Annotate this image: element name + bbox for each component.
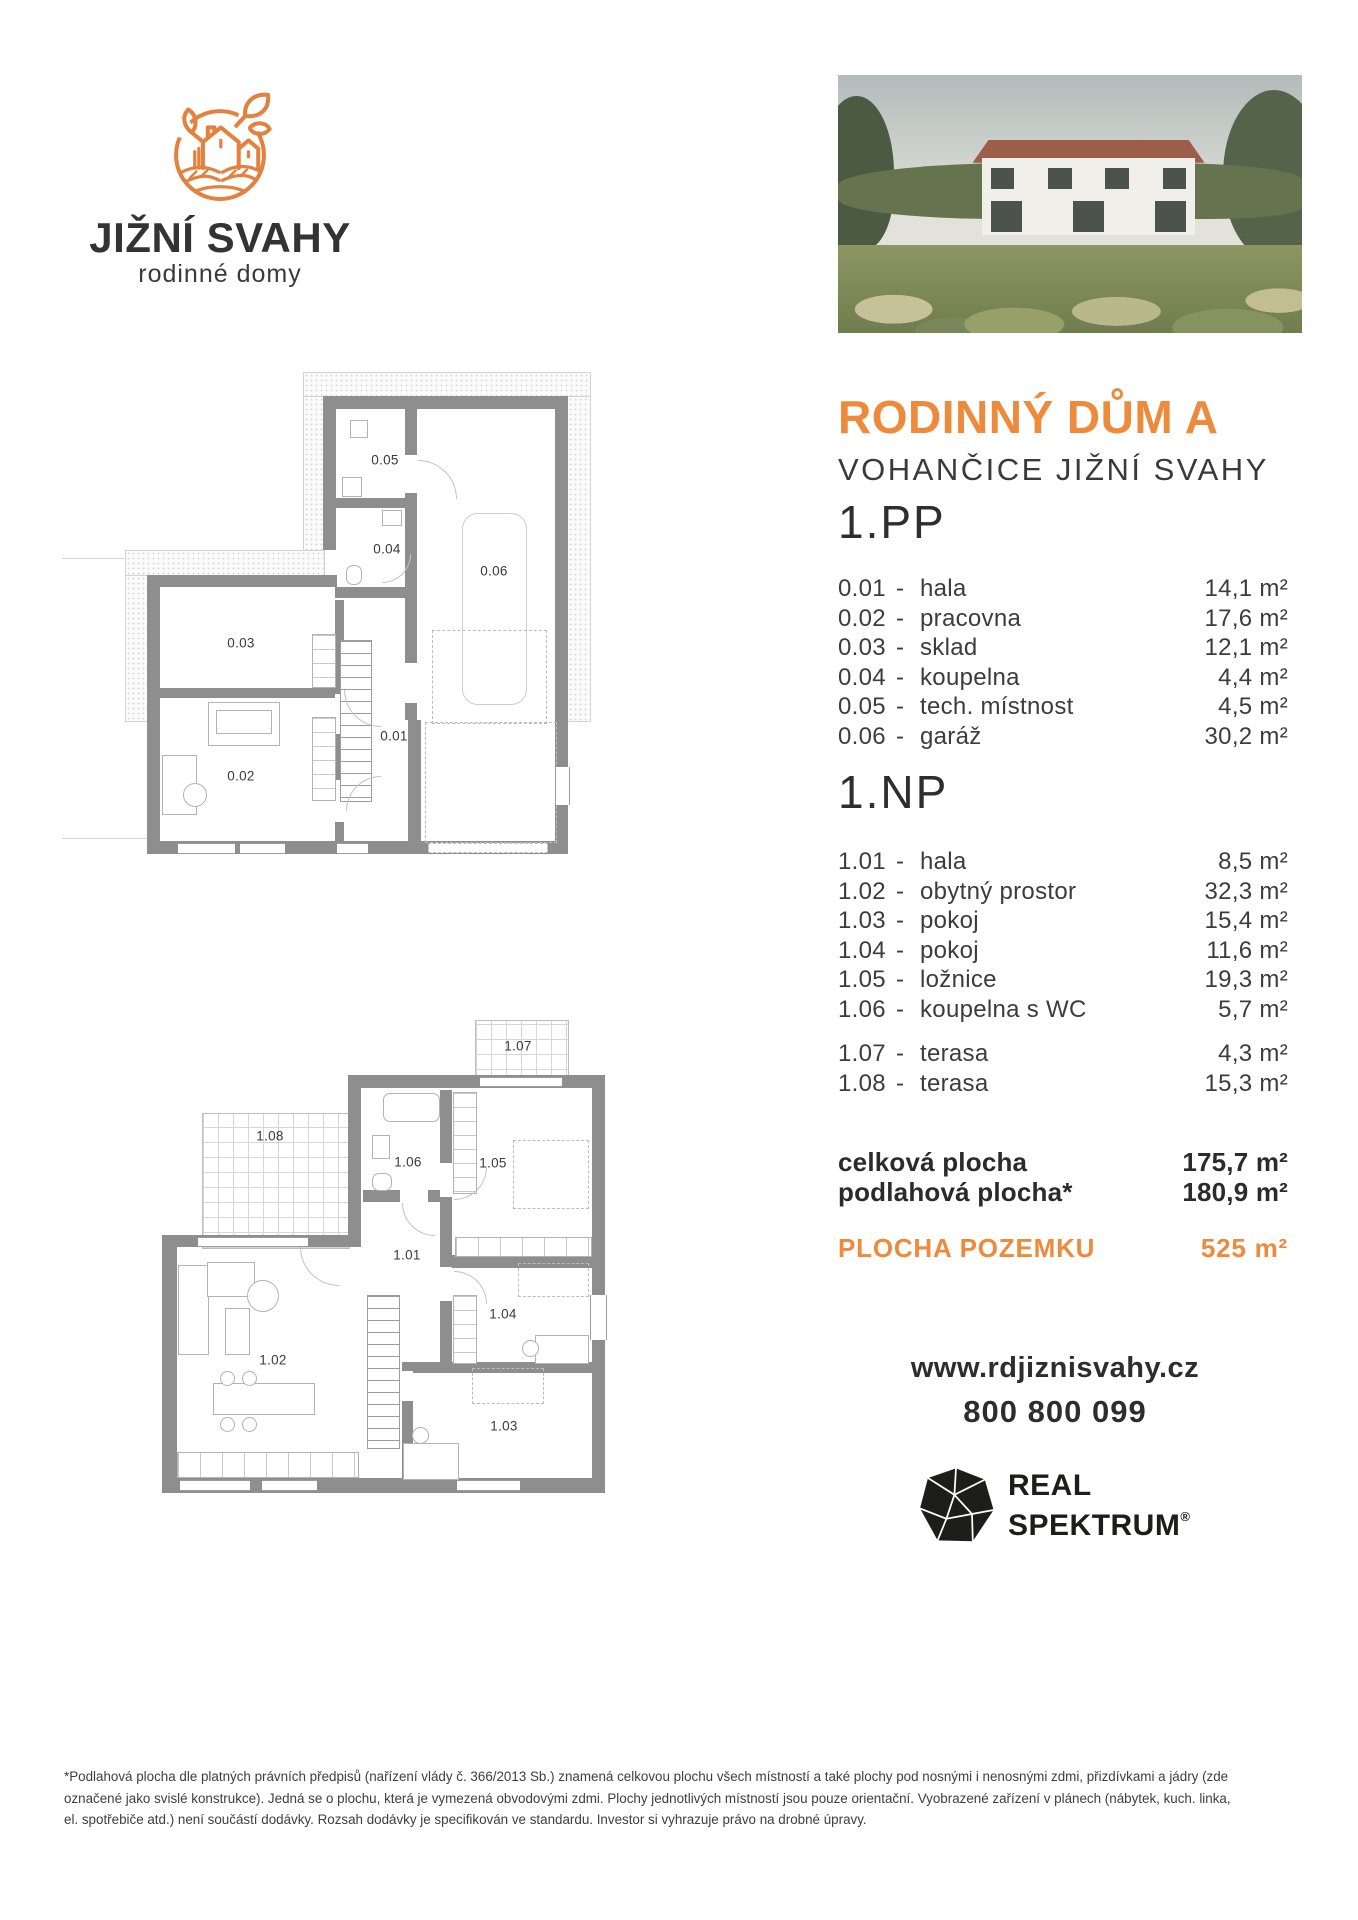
room-row xyxy=(838,723,1288,753)
rug xyxy=(247,1280,279,1312)
door-arc xyxy=(418,460,457,499)
wall xyxy=(323,396,336,550)
bed-outline xyxy=(518,1263,589,1297)
door-opening xyxy=(400,1190,428,1202)
real-spektrum-gem-icon xyxy=(916,1466,996,1546)
room-id: 0.06 xyxy=(838,722,886,750)
wall xyxy=(348,1075,605,1088)
room-label: 0.06 xyxy=(480,563,508,579)
wall xyxy=(408,720,421,841)
room-name: tech. místnost xyxy=(920,693,1074,720)
room-row xyxy=(838,575,1288,605)
sofa-cushion xyxy=(216,710,272,734)
wall xyxy=(323,396,567,409)
window xyxy=(180,1480,250,1491)
room-area: 4,3 m² xyxy=(1218,1040,1288,1067)
room-name: koupelna s WC xyxy=(920,995,1087,1023)
room-row xyxy=(838,878,1288,908)
total-label: celková plocha xyxy=(838,1147,1028,1177)
window xyxy=(240,843,285,854)
chair xyxy=(242,1371,257,1386)
bed-outline xyxy=(513,1140,589,1209)
window xyxy=(590,1295,607,1340)
chair xyxy=(220,1417,235,1432)
washbasin xyxy=(382,510,402,526)
wall xyxy=(592,1075,605,1493)
room-area: 32,3 m² xyxy=(1204,877,1288,905)
total-row xyxy=(838,1147,1288,1177)
room-label: 1.04 xyxy=(489,1306,517,1322)
total-row xyxy=(838,1177,1288,1207)
room-row xyxy=(838,1070,1288,1100)
hatch-band xyxy=(567,396,591,722)
kitchen-counter xyxy=(177,1452,359,1478)
room-label: 0.02 xyxy=(227,768,255,784)
room-row xyxy=(838,966,1288,996)
door-opening xyxy=(440,1267,452,1301)
room-id: 1.02 xyxy=(838,877,886,905)
room-separator: - xyxy=(896,966,905,993)
room-area: 19,3 m² xyxy=(1204,966,1288,993)
chair xyxy=(522,1340,539,1357)
room-separator: - xyxy=(896,634,905,661)
website-link[interactable]: www.rdjiznisvahy.cz xyxy=(910,1352,1200,1384)
wall xyxy=(147,575,337,587)
hatch-band xyxy=(125,550,325,577)
room-name: koupelna xyxy=(920,663,1020,691)
fan-symbol xyxy=(183,783,207,807)
room-area: 14,1 m² xyxy=(1204,575,1288,602)
room-id: 1.03 xyxy=(838,907,886,934)
room-separator: - xyxy=(896,907,905,934)
site-line xyxy=(62,558,124,559)
photo-grasses xyxy=(838,225,1302,333)
toilet xyxy=(372,1173,392,1191)
floor-plan-1pp xyxy=(88,372,641,944)
room-area: 4,4 m² xyxy=(1218,663,1288,691)
footer-line: el. spotřebiče atd.) není součástí dodávky. Rozsah dodávky je specifikován ve standardu. Investor si vyhrazuje právo na drobné úpravy. xyxy=(64,1812,867,1827)
room-separator: - xyxy=(896,995,905,1023)
jizni-svahy-logo-icon xyxy=(159,90,281,212)
room-separator: - xyxy=(896,877,905,905)
land-area-label: PLOCHA POZEMKU xyxy=(838,1233,1096,1263)
room-row xyxy=(838,1040,1288,1070)
staircase xyxy=(367,1295,400,1449)
closet xyxy=(453,1295,477,1364)
page-title: RODINNÝ DŮM A xyxy=(838,391,1219,443)
bed-outline xyxy=(472,1368,544,1404)
room-name: garáž xyxy=(920,722,982,750)
room-id: 0.05 xyxy=(838,693,886,720)
bathtub xyxy=(383,1093,440,1122)
room-list-1pp xyxy=(838,575,1288,752)
room-id: 0.01 xyxy=(838,575,886,602)
room-separator: - xyxy=(896,693,905,720)
real-spektrum-wordmark xyxy=(1008,1470,1190,1541)
room-separator: - xyxy=(896,722,905,750)
room-id: 1.04 xyxy=(838,936,886,964)
room-row xyxy=(838,996,1288,1026)
room-area: 11,6 m² xyxy=(1206,936,1288,964)
room-name: pokoj xyxy=(920,907,979,934)
hatch-band xyxy=(303,396,325,552)
room-label: 1.02 xyxy=(259,1352,287,1368)
hatch-band xyxy=(303,372,591,398)
door-opening xyxy=(402,1371,413,1401)
room-area: 17,6 m² xyxy=(1204,604,1288,632)
partner-name-line1: REAL xyxy=(1008,1469,1092,1502)
storage-shelf xyxy=(312,717,336,801)
desk xyxy=(535,1335,589,1364)
room-area: 8,5 m² xyxy=(1218,848,1288,875)
door-opening xyxy=(405,663,417,703)
room-label: 0.04 xyxy=(373,541,401,557)
room-name: hala xyxy=(920,848,967,875)
room-name: pokoj xyxy=(920,936,979,964)
door-arc xyxy=(300,1247,339,1286)
room-row xyxy=(838,693,1288,723)
sofa xyxy=(178,1265,209,1355)
room-name: obytný prostor xyxy=(920,877,1077,905)
room-row xyxy=(838,937,1288,967)
room-separator: - xyxy=(896,604,905,632)
room-label: 1.01 xyxy=(393,1247,421,1263)
house-photo xyxy=(838,75,1302,333)
page-subtitle: VOHANČICE JIŽNÍ SVAHY xyxy=(838,452,1269,487)
room-name: hala xyxy=(920,575,967,602)
footer-line: označené jako svislé konstrukce). Jedná se o plochu, která je vymezená obvodovými zdmi. Plochy jednotlivých místností jsou pouze orientační. Vyobrazené zařízení v plánech (nábytek, kuch. linka, xyxy=(64,1790,1231,1806)
wardrobe-row xyxy=(455,1237,592,1257)
room-area: 4,5 m² xyxy=(1218,693,1288,720)
room-name: terasa xyxy=(920,1069,989,1097)
room-area: 12,1 m² xyxy=(1204,634,1288,661)
total-label: podlahová plocha* xyxy=(838,1177,1073,1207)
room-label: 1.03 xyxy=(490,1418,518,1434)
room-area: 15,3 m² xyxy=(1204,1069,1288,1097)
door-arc xyxy=(454,1167,487,1200)
washbasin xyxy=(372,1135,390,1159)
room-label: 1.05 xyxy=(479,1155,507,1171)
washing-machine xyxy=(342,477,362,497)
chair xyxy=(220,1371,235,1386)
room-id: 1.01 xyxy=(838,848,886,875)
room-label: 1.07 xyxy=(504,1038,532,1054)
dining-table xyxy=(213,1383,315,1415)
room-row xyxy=(838,848,1288,878)
wall xyxy=(348,1075,361,1247)
door-opening xyxy=(440,1163,452,1197)
room-label: 1.06 xyxy=(394,1154,422,1170)
room-id: 1.05 xyxy=(838,966,886,993)
total-value: 180,9 m² xyxy=(1182,1177,1288,1207)
room-id: 1.07 xyxy=(838,1040,886,1067)
room-id: 0.04 xyxy=(838,663,886,691)
terrace-list-1np xyxy=(838,1040,1288,1099)
terrace-door xyxy=(198,1237,308,1247)
room-separator: - xyxy=(896,575,905,602)
brand-title: JIŽNÍ SVAHY xyxy=(89,214,351,261)
door-arc xyxy=(402,1203,435,1236)
room-row xyxy=(838,907,1288,937)
storage-shelf xyxy=(312,634,336,688)
photo-windows-upper xyxy=(991,168,1186,189)
floor-heading-1np: 1.NP xyxy=(838,766,949,818)
room-id: 1.08 xyxy=(838,1069,886,1097)
footer-disclaimer xyxy=(64,1766,1334,1831)
room-name: sklad xyxy=(920,634,978,661)
window xyxy=(457,1480,520,1491)
room-row xyxy=(838,634,1288,664)
garage-door-zone xyxy=(432,630,547,724)
chair xyxy=(412,1427,429,1444)
room-row xyxy=(838,605,1288,635)
partner-name-line2: SPEKTRUM xyxy=(1008,1509,1181,1542)
sink xyxy=(350,420,368,438)
contact-block xyxy=(820,1352,1290,1430)
registered-mark: ® xyxy=(1180,1509,1191,1524)
phone-number: 800 800 099 xyxy=(963,1394,1147,1429)
driveway-outline xyxy=(425,722,557,843)
entrance-opening xyxy=(428,843,548,853)
wall xyxy=(162,1235,177,1493)
room-label: 0.05 xyxy=(371,452,399,468)
total-value: 175,7 m² xyxy=(1182,1147,1288,1177)
room-label: 1.08 xyxy=(256,1128,284,1144)
room-area: 30,2 m² xyxy=(1204,722,1288,750)
wall xyxy=(440,1090,452,1367)
totals-block xyxy=(838,1147,1288,1207)
room-id: 1.06 xyxy=(838,995,886,1023)
room-separator: - xyxy=(896,663,905,691)
wall xyxy=(335,587,405,598)
site-line xyxy=(62,838,148,839)
door-arc xyxy=(454,1271,487,1304)
room-label: 0.01 xyxy=(380,728,408,744)
wall xyxy=(335,498,405,508)
room-label: 0.03 xyxy=(227,635,255,651)
chair xyxy=(242,1417,257,1432)
room-separator: - xyxy=(896,936,905,964)
door-opening xyxy=(405,455,417,493)
room-separator: - xyxy=(896,1069,905,1097)
coffee-table xyxy=(225,1308,250,1355)
land-area-value: 525 m² xyxy=(1200,1233,1288,1263)
floor-heading-1pp: 1.PP xyxy=(838,496,946,548)
wall xyxy=(159,688,337,698)
window xyxy=(178,843,235,854)
window xyxy=(337,843,368,854)
room-list-1np xyxy=(838,848,1288,1025)
room-name: ložnice xyxy=(920,966,997,993)
room-name: terasa xyxy=(920,1040,989,1067)
room-id: 0.02 xyxy=(838,604,886,632)
brand-subtitle: rodinné domy xyxy=(138,260,302,288)
floor-plan-1np xyxy=(150,1015,630,1507)
window xyxy=(262,1480,317,1491)
room-id: 0.03 xyxy=(838,634,886,661)
hatch-band xyxy=(125,575,149,722)
room-name: pracovna xyxy=(920,604,1022,632)
room-area: 15,4 m² xyxy=(1204,907,1288,934)
window xyxy=(555,767,570,805)
toilet xyxy=(346,565,362,585)
room-separator: - xyxy=(896,848,905,875)
room-area: 5,7 m² xyxy=(1218,995,1288,1023)
room-row xyxy=(838,664,1288,694)
footer-line: *Podlahová plocha dle platných právních předpisů (nařízení vlády č. 366/2013 Sb.) znamená celkovou plochu všech místností a také plochy pod nosnými i nenosnými zdmi, přizdívkami a jádry (zde xyxy=(64,1769,1229,1784)
wall xyxy=(147,575,160,853)
terrace-door xyxy=(480,1077,562,1087)
room-separator: - xyxy=(896,1040,905,1067)
desk xyxy=(403,1443,459,1480)
land-area-row xyxy=(838,1233,1288,1264)
